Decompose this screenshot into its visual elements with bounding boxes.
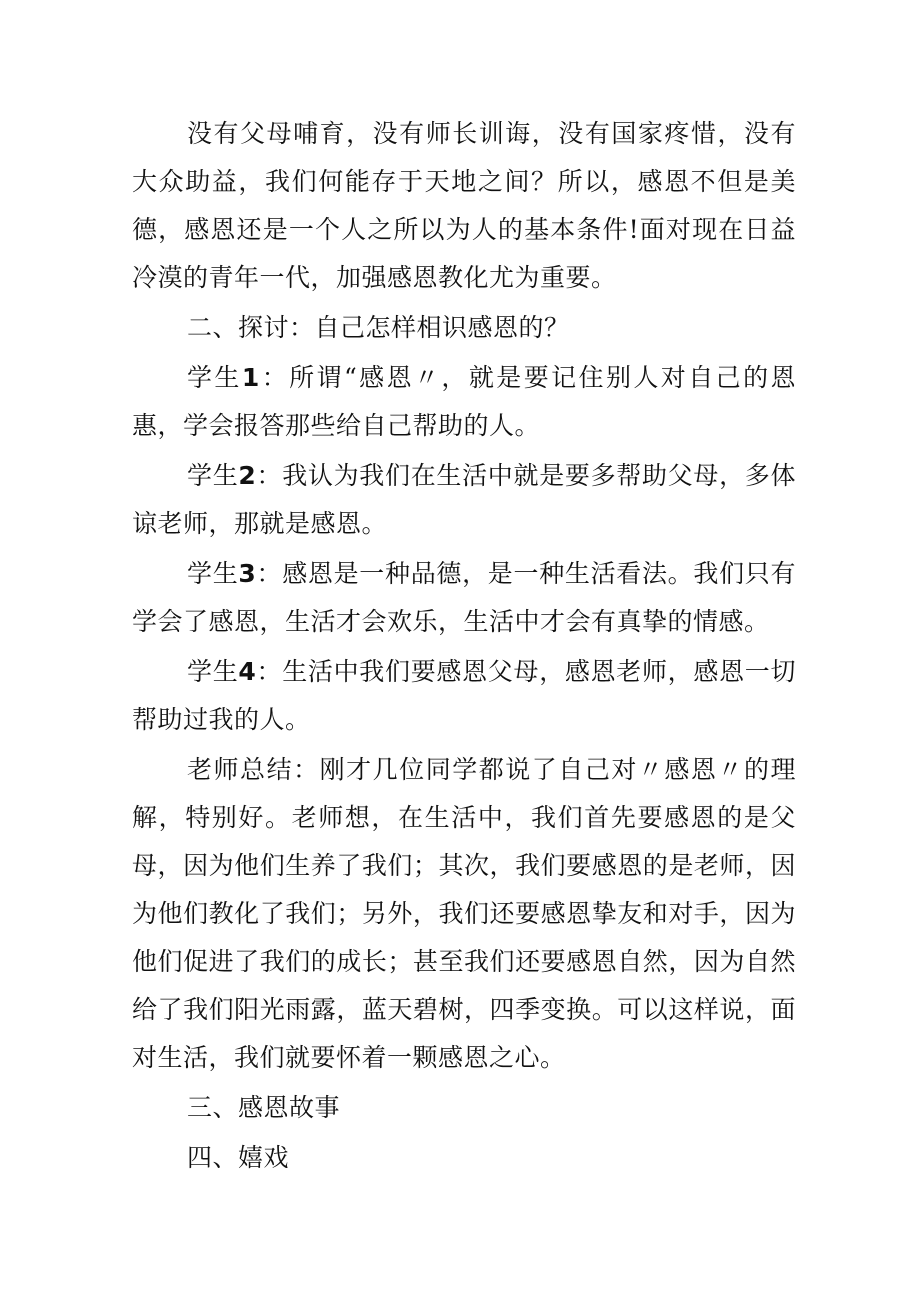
document-body bbox=[132, 110, 796, 1182]
student-4-number: 4 bbox=[238, 657, 257, 686]
section-two-heading: 二、探讨：自己怎样相识感恩的？ bbox=[187, 313, 570, 342]
student-2-number: 2 bbox=[238, 461, 257, 490]
teacher-summary-paragraph: 老师总结：刚才几位同学都说了自己对〃感恩〃的理解，特别好。老师想，在生活中，我们首先要感恩的是父母，因为他们生养了我们；其次，我们要感恩的是老师，因为他们教化了我们；另外，我们还要感恩挚友和对手，因为他们促进了我们的成长；甚至我们还要感恩自然，因为自然给了我们阳光雨露，蓝天碧树，四季变换。可以这样说，面对生活，我们就要怀着一颗感恩之心。 bbox=[132, 755, 796, 1072]
student-2-paragraph bbox=[132, 452, 796, 548]
student-4-paragraph bbox=[132, 648, 796, 744]
student-3-label: 学生 bbox=[187, 559, 239, 588]
intro-paragraph: 没有父母哺育，没有师长训诲，没有国家疼惜，没有大众助益，我们何能存于天地之间？所以，感恩不但是美德，感恩还是一个人之所以为人的基本条件!面对现在日益冷漠的青年一代，加强感恩教化尤为重要。 bbox=[132, 119, 796, 292]
student-4-text: ：生活中我们要感恩父母，感恩老师，感恩一切帮助过我的人。 bbox=[132, 657, 796, 734]
student-1-paragraph bbox=[132, 354, 796, 450]
student-3-number: 3 bbox=[238, 559, 257, 588]
student-2-label: 学生 bbox=[187, 461, 239, 490]
section-four-heading: 四、嬉戏 bbox=[187, 1143, 290, 1172]
student-2-text: ：我认为我们在生活中就是要多帮助父母，多体谅老师，那就是感恩。 bbox=[132, 461, 796, 538]
student-1-text: ：所谓“感恩〃，就是要记住别人对自己的恩惠，学会报答那些给自己帮助的人。 bbox=[132, 363, 796, 440]
student-3-paragraph bbox=[132, 550, 796, 646]
section-three-heading: 三、感恩故事 bbox=[187, 1093, 341, 1122]
student-3-text: ：感恩是一种品德，是一种生活看法。我们只有学会了感恩，生活才会欢乐，生活中才会有真挚的情感。 bbox=[132, 559, 796, 636]
student-4-label: 学生 bbox=[187, 657, 239, 686]
student-1-label: 学生 bbox=[187, 363, 242, 392]
student-1-number: 1 bbox=[241, 363, 260, 392]
